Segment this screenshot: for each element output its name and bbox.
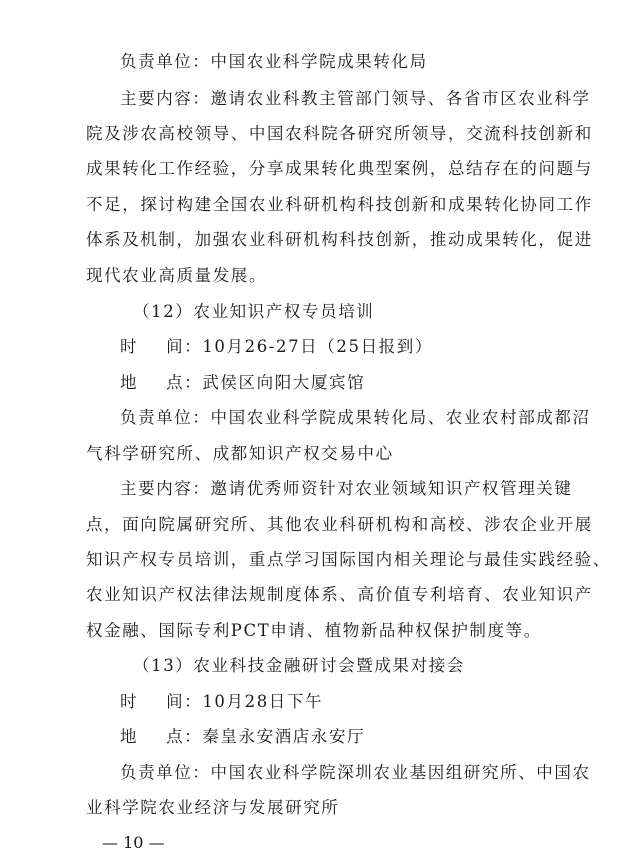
time-label: 时 bbox=[120, 337, 139, 356]
main-content-1-line: 不足，探讨构建全国农业科研机构科技创新和成果转化协同工作 bbox=[86, 195, 593, 214]
section-12-time bbox=[120, 336, 433, 358]
section-12-title: （12）农业知识产权专员培训 bbox=[133, 302, 375, 321]
page-number: — 10 — bbox=[102, 833, 165, 852]
place-label: 地 bbox=[120, 373, 139, 392]
place-value: 武侯区向阳大厦宾馆 bbox=[202, 373, 366, 392]
section-12-main-line: 权金融、国际专利PCT申请、植物新品种权保护制度等。 bbox=[86, 621, 542, 640]
section-12-main-line: 知识产权专员培训，重点学习国际国内相关理论与最佳实践经验、 bbox=[86, 550, 611, 569]
section-13-place bbox=[120, 726, 365, 748]
main-content-1-line: 院及涉农高校领导、中国农科院各研究所领导，交流科技创新和 bbox=[86, 124, 593, 143]
time-value: 10月26-27日（25日报到） bbox=[202, 337, 433, 356]
main-content-1-line: 成果转化工作经验，分享成果转化典型案例，总结存在的问题与 bbox=[86, 159, 593, 178]
section-12-main-line: 农业知识产权法律法规制度体系、高价值专利培育、农业知识产 bbox=[86, 585, 593, 604]
section-12-responsible-line: 气科学研究所、成都知识产权交易中心 bbox=[86, 444, 394, 463]
time-label-2: 间： bbox=[166, 692, 203, 711]
section-12-place bbox=[120, 372, 365, 394]
section-13-time bbox=[120, 691, 323, 713]
main-content-1-line: 主要内容：邀请农业科教主管部门领导、各省市区农业科学 bbox=[120, 89, 591, 108]
place-value: 秦皇永安酒店永安厅 bbox=[202, 727, 366, 746]
time-label: 时 bbox=[120, 692, 139, 711]
place-label: 地 bbox=[120, 727, 139, 746]
main-content-1-line: 体系及机制，加强农业科研机构科技创新，推动成果转化，促进 bbox=[86, 230, 593, 249]
section-13-responsible-line: 负责单位：中国农业科学院深圳农业基因组研究所、中国农 bbox=[120, 763, 591, 782]
section-12-responsible-line: 负责单位：中国农业科学院成果转化局、农业农村部成都沼 bbox=[120, 408, 591, 427]
section-13-responsible-line: 业科学院农业经济与发展研究所 bbox=[86, 798, 340, 817]
main-content-1-line: 现代农业高质量发展。 bbox=[86, 266, 267, 285]
section-12-main-line: 点，面向院属研究所、其他农业科研机构和高校、涉农企业开展 bbox=[86, 515, 593, 534]
place-label-2: 点： bbox=[166, 373, 203, 392]
section-13-title: （13）农业科技金融研讨会暨成果对接会 bbox=[133, 656, 465, 675]
place-label-2: 点： bbox=[166, 727, 203, 746]
responsible-unit-1: 负责单位：中国农业科学院成果转化局 bbox=[120, 52, 428, 71]
time-value: 10月28日下午 bbox=[202, 692, 324, 711]
section-12-main-line: 主要内容：邀请优秀师资针对农业领域知识产权管理关键 bbox=[120, 479, 573, 498]
time-label-2: 间： bbox=[166, 337, 203, 356]
